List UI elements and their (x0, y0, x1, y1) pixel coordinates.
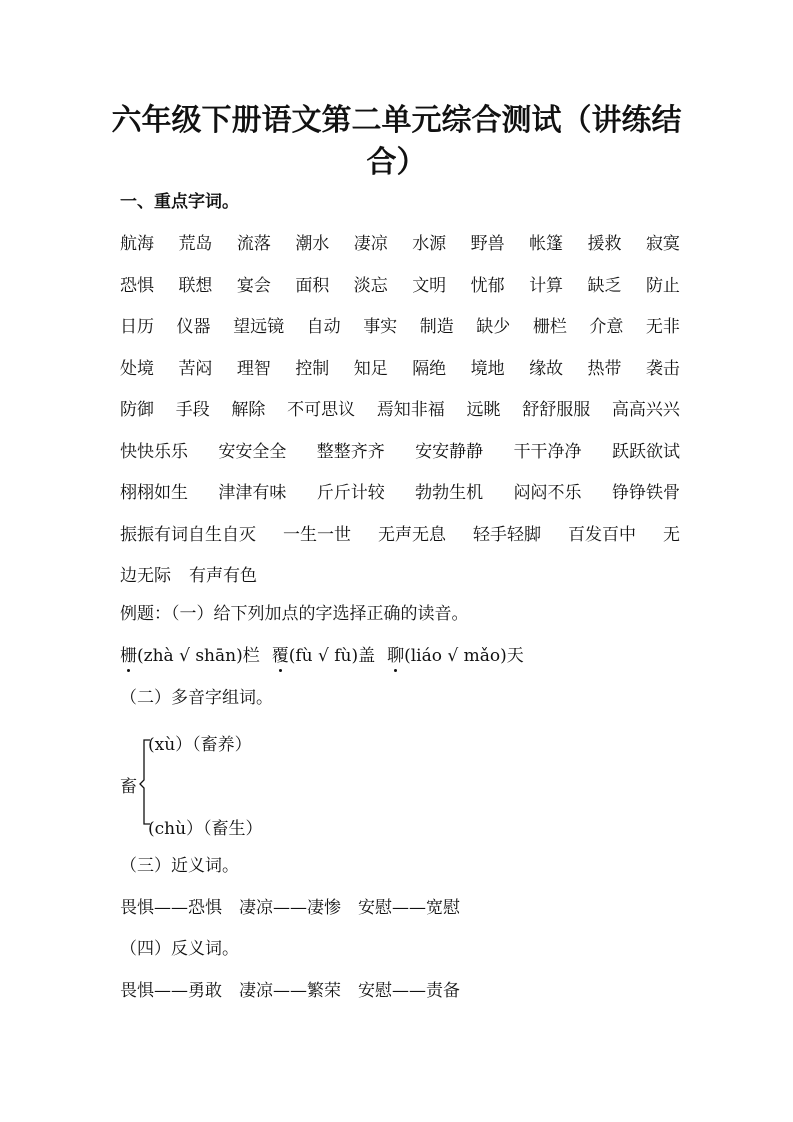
dotted-char: 聊 (387, 646, 405, 666)
polyphone-char: 畜 (120, 777, 137, 797)
vocab-word: 高高兴兴 (611, 400, 680, 420)
vocab-word: 跃跃欲试 (611, 441, 680, 462)
vocab-word: 恐惧 (120, 275, 154, 296)
antonym-pairs: 畏惧——勇敢 凄凉——繁荣 安慰——责备 (120, 981, 460, 1001)
polyphone-label: （二）多音字组词。 (120, 688, 273, 708)
pronunciation-options: (fù √ fù)盖 (288, 646, 376, 666)
vocab-word: 隔绝 (412, 358, 447, 379)
vocabulary-list (120, 233, 680, 607)
vocab-word: 援救 (587, 234, 622, 254)
vocab-word: 整整齐齐 (316, 441, 385, 462)
vocab-word: 处境 (120, 358, 154, 379)
vocab-word: 斤斤计较 (316, 483, 385, 503)
vocab-word: 勃勃生机 (415, 483, 484, 503)
vocab-row (120, 524, 680, 566)
synonym-pairs: 畏惧——恐惧 凄凉——凄惨 安慰——宽慰 (120, 898, 460, 918)
antonym-label: （四）反义词。 (120, 939, 239, 959)
vocab-word: 制造 (419, 317, 454, 337)
polyphone-reading-top: (xù）（畜养） (148, 735, 252, 755)
vocab-word: 闷闷不乐 (513, 483, 582, 503)
vocab-word: 津津有味 (218, 483, 287, 503)
vocab-word: 有声有色 (189, 566, 257, 586)
vocab-word: 一生一世 (283, 524, 351, 545)
page-title: 六年级下册语文第二单元综合测试（讲练结合） (111, 103, 682, 180)
vocab-row (120, 482, 680, 524)
vocab-word: 远眺 (466, 400, 501, 420)
vocab-word: 安安全全 (218, 441, 287, 462)
dotted-char: 栅 (120, 646, 137, 666)
dotted-char: 覆 (271, 646, 289, 666)
vocab-word: 流落 (236, 234, 271, 254)
vocab-row (120, 358, 680, 400)
vocab-word: 边无际 (120, 566, 171, 586)
vocab-word: 知足 (353, 358, 388, 379)
vocab-word: 野兽 (470, 234, 505, 254)
polyphone-brace-group (120, 728, 420, 838)
vocab-word: 水源 (412, 234, 447, 254)
vocab-word: 自动 (306, 317, 341, 337)
vocab-word: 无非 (645, 317, 680, 337)
pronunciation-item (387, 646, 524, 666)
vocab-row (120, 233, 680, 275)
vocab-word: 百发百中 (568, 524, 636, 545)
vocab-word: 航海 (120, 234, 154, 254)
vocab-word: 栩栩如生 (120, 483, 188, 503)
vocab-word: 忧郁 (470, 275, 505, 296)
pronunciation-item (272, 646, 375, 666)
vocab-row (120, 399, 680, 441)
vocab-word: 文明 (412, 275, 447, 296)
vocab-word: 望远镜 (233, 317, 285, 337)
vocab-word: 淡忘 (353, 275, 388, 296)
vocab-word: 事实 (363, 317, 398, 337)
vocab-word: 缺少 (476, 317, 511, 337)
vocab-word: 日历 (120, 317, 154, 337)
vocab-row (120, 565, 680, 607)
vocab-word: 荒岛 (178, 234, 213, 254)
polyphone-reading-bottom: (chù）（畜生） (148, 819, 263, 839)
vocab-word: 仪器 (176, 317, 211, 337)
vocab-word: 栅栏 (532, 317, 567, 337)
vocab-word: 安安静静 (415, 441, 484, 462)
vocab-word: 无声无息 (378, 524, 446, 545)
vocab-word: 热带 (587, 358, 622, 379)
vocab-word: 解除 (231, 400, 266, 420)
pronunciation-line (120, 645, 536, 667)
vocab-word: 防止 (645, 275, 680, 296)
vocab-word: 理智 (236, 358, 271, 379)
vocab-word: 振振有词自生自灭 (120, 524, 256, 545)
vocab-word: 不可思议 (287, 400, 356, 420)
vocab-word: 干干净净 (513, 441, 582, 462)
vocab-word: 寂寞 (645, 234, 680, 254)
vocab-word: 面积 (295, 275, 330, 296)
pronunciation-options: (liáo √ mǎo)天 (404, 646, 524, 666)
synonym-label: （三）近义词。 (120, 856, 239, 876)
vocab-word: 舒舒服服 (522, 400, 591, 420)
vocab-word: 苦闷 (178, 358, 213, 379)
vocab-word: 防御 (120, 400, 154, 420)
vocab-row (120, 316, 680, 358)
vocab-word: 快快乐乐 (120, 441, 188, 462)
vocab-word: 境地 (470, 358, 505, 379)
vocab-row (120, 441, 680, 483)
section-heading-key-words: 一、重点字词。 (120, 192, 239, 212)
pronunciation-options: (zhà √ shān)栏 (137, 646, 260, 666)
vocab-word: 铮铮铁骨 (611, 483, 680, 503)
vocab-word: 袭击 (645, 358, 680, 379)
vocab-word: 轻手轻脚 (473, 524, 541, 545)
vocab-word: 控制 (295, 358, 330, 379)
vocab-word: 联想 (178, 275, 213, 296)
pronunciation-item (120, 646, 260, 666)
vocab-word: 无 (663, 524, 680, 545)
vocab-word: 缘故 (529, 358, 564, 379)
example-question-label: 例题：（一）给下列加点的字选择正确的读音。 (120, 604, 469, 624)
vocab-word: 潮水 (295, 234, 330, 254)
vocab-word: 帐篷 (529, 234, 564, 254)
vocab-word: 计算 (529, 275, 564, 296)
vocab-word: 宴会 (236, 275, 271, 296)
vocab-word: 介意 (589, 317, 624, 337)
vocab-row (120, 275, 680, 317)
vocab-word: 手段 (175, 400, 210, 420)
vocab-word: 焉知非福 (376, 400, 445, 420)
vocab-word: 缺乏 (587, 275, 622, 296)
vocab-word: 凄凉 (353, 234, 388, 254)
